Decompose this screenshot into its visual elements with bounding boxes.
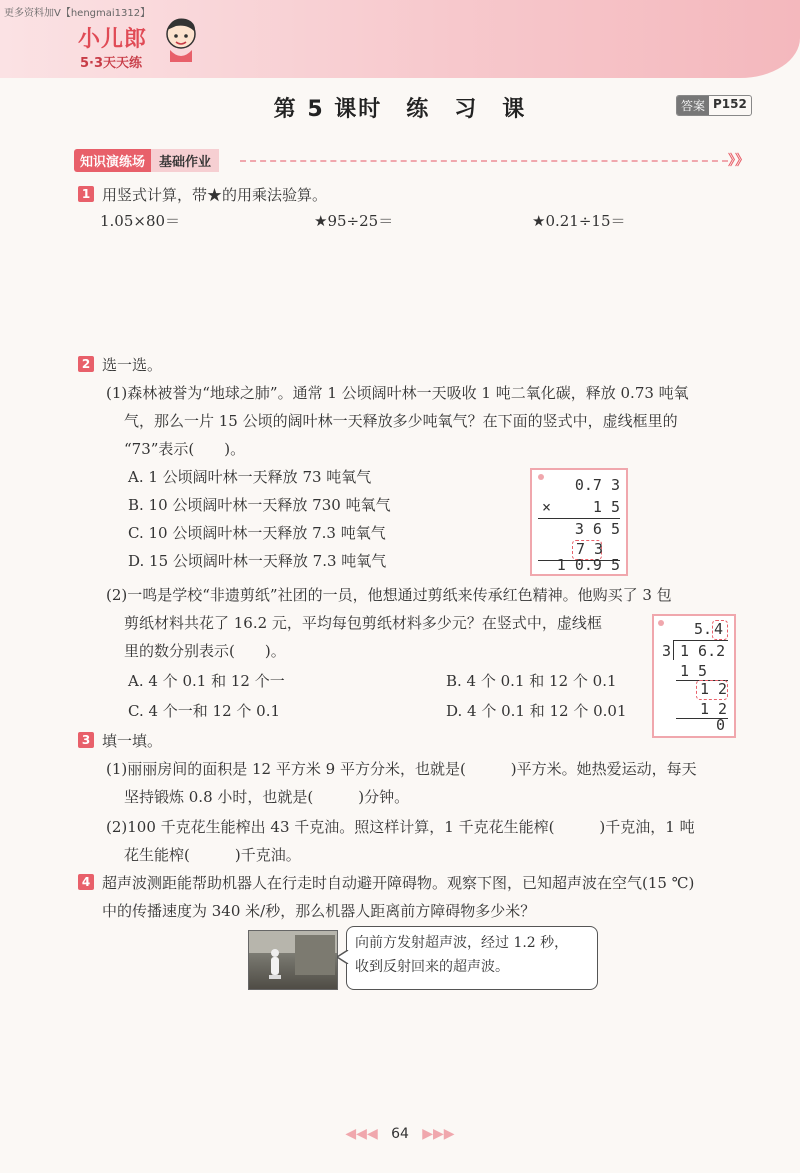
option-a: A. 1 公顷阔叶林一天释放 73 吨氧气 <box>128 468 372 486</box>
question-number: 3 <box>78 732 94 748</box>
question-prompt: 用竖式计算，带★的用乘法验算。 <box>102 186 328 204</box>
option-a: A. 4 个 0.1 和 12 个一 <box>128 672 285 690</box>
division-bar <box>674 640 728 641</box>
robot-photo <box>248 930 338 990</box>
section-tag: 知识演练场 <box>74 149 151 172</box>
option-d: D. 4 个 0.1 和 12 个 0.01 <box>446 702 627 720</box>
question-text: 气，那么一片 15 公顷的阔叶林一天释放多少吨氧气？在下面的竖式中，虚线框里的 <box>124 412 678 430</box>
option-c: C. 4 个一和 12 个 0.1 <box>128 702 281 720</box>
question-prompt: 选一选。 <box>102 356 163 374</box>
question-text: 中的传播速度为 340 米/秒，那么机器人距离前方障碍物多少米？ <box>102 902 536 920</box>
bubble-line: 向前方发射超声波，经过 1.2 秒， <box>355 935 569 951</box>
option-c: C. 10 公顷阔叶林一天释放 7.3 吨氧气 <box>128 524 386 542</box>
quotient: 5. <box>694 620 713 638</box>
question-text: 坚持锻炼 0.8 小时，也就是( )分钟。 <box>124 788 410 806</box>
calc-item: ★0.21÷15＝ <box>532 212 626 230</box>
page-title: 第 5 课时 练 习 课 <box>273 97 527 122</box>
bubble-line: 收到反射回来的超声波。 <box>355 959 509 975</box>
calc-row: 0 <box>716 716 726 734</box>
long-division <box>652 614 736 738</box>
mascot-icon <box>162 16 200 62</box>
calc-rule <box>538 518 620 519</box>
question-text: 剪纸材料共花了 16.2 元，平均每包剪纸材料多少元？在竖式中，虚线框 <box>124 614 602 632</box>
calc-row: 1 2 <box>700 680 728 698</box>
section-header <box>74 150 219 170</box>
section-subtitle: 基础作业 <box>151 149 219 172</box>
calc-row: 7 3 <box>576 540 604 558</box>
question-text: 里的数分别表示( )。 <box>124 642 286 660</box>
divisor: 3 <box>662 642 672 660</box>
page-footer <box>0 1126 800 1142</box>
answer-page: P152 <box>713 97 747 111</box>
option-b: B. 4 个 0.1 和 12 个 0.1 <box>446 672 617 690</box>
calc-row: 1 5 <box>592 498 620 516</box>
brand-logo: 小儿郎 <box>78 27 148 52</box>
calc-item: ★95÷25＝ <box>314 212 394 230</box>
speech-bubble <box>346 926 598 990</box>
option-b: B. 10 公顷阔叶林一天释放 730 吨氧气 <box>128 496 391 514</box>
calc-row: 1 5 <box>680 662 708 680</box>
question-prompt: 填一填。 <box>102 732 163 750</box>
question-number: 4 <box>78 874 94 890</box>
question-text: 花生能榨( )千克油。 <box>124 846 301 864</box>
question-text: (1)森林被誉为“地球之肺”。通常 1 公顷阔叶林一天吸收 1 吨二氧化碳，释放 0.73 吨氧 <box>106 384 689 402</box>
calc-row: 1 0.9 5 <box>556 556 620 574</box>
page-number: 64 <box>391 1126 409 1142</box>
section-arrows: 》》 <box>728 153 749 169</box>
dividend: 1 6.2 <box>680 642 726 660</box>
calc-item: 1.05×80＝ <box>100 212 181 230</box>
next-arrows: ▶▶▶ <box>422 1126 455 1142</box>
bubble-pointer <box>337 950 349 964</box>
calc-row: 1 2 <box>700 700 728 718</box>
calc-row: 0.7 3 <box>574 476 620 494</box>
answer-label: 答案 <box>677 96 709 115</box>
question-number: 1 <box>78 186 94 202</box>
option-d: D. 15 公顷阔叶林一天释放 7.3 吨氧气 <box>128 552 387 570</box>
question-text: (1)丽丽房间的面积是 12 平方米 9 平方分米，也就是( )平方米。她热爱运动，每天 <box>106 760 697 778</box>
brand-subtitle: 5·3天天练 <box>80 56 143 71</box>
question-text: “73”表示( )。 <box>124 440 246 458</box>
question-text: (2)100 千克花生能榨出 43 千克油。照这样计算，1 千克花生能榨( )千克油，1 吨 <box>106 818 695 836</box>
robot-icon <box>249 931 337 989</box>
watermark-text: 更多资料加V【hengmai1312】 <box>4 8 151 19</box>
calc-row: 3 6 5 <box>574 520 620 538</box>
section-divider <box>240 160 728 162</box>
prev-arrows: ◀◀◀ <box>345 1126 378 1142</box>
quotient-digit: 4 <box>714 620 724 638</box>
question-text: 超声波测距能帮助机器人在行走时自动避开障碍物。观察下图，已知超声波在空气(15 ℃) <box>102 874 695 892</box>
times-sign: × <box>542 498 552 516</box>
division-bracket <box>673 640 674 660</box>
vertical-multiplication <box>530 468 628 576</box>
answer-tag <box>676 95 752 116</box>
question-number: 2 <box>78 356 94 372</box>
question-text: (2)一鸣是学校“非遗剪纸”社团的一员，他想通过剪纸来传承红色精神。他购买了 3 包 <box>106 586 672 604</box>
